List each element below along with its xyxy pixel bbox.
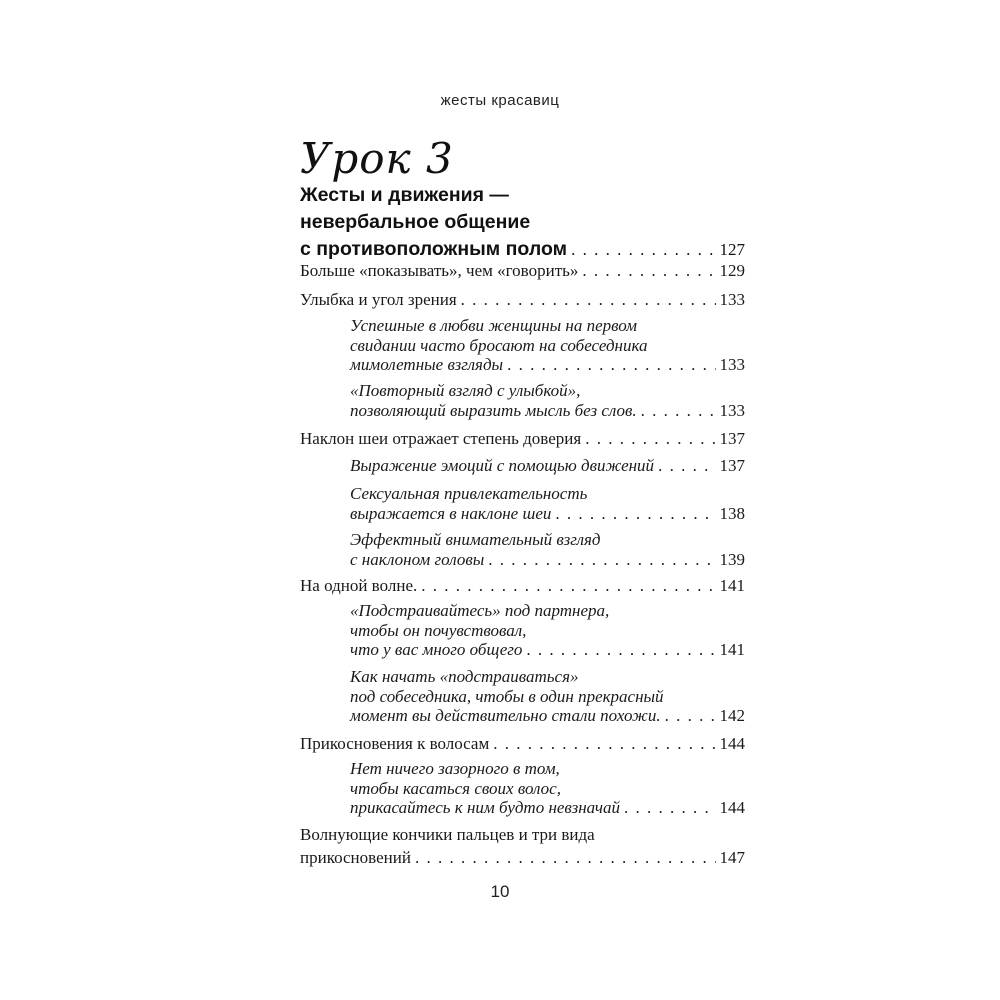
toc-entry-title: с наклоном головы [350, 549, 485, 569]
toc-entry [300, 823, 745, 869]
chapter-line-1: Жесты и движения — [300, 184, 509, 206]
toc-entry-title: выражается в наклоне шеи [350, 503, 552, 523]
toc-subentry [350, 316, 745, 375]
toc-subentry [350, 530, 745, 569]
dot-leader [415, 846, 716, 869]
toc-entry [300, 574, 745, 597]
chapter-line-2: невербальное общение [300, 211, 531, 233]
toc-page-number: 138 [719, 503, 745, 523]
dot-leader [585, 427, 715, 450]
toc-page-number: 133 [719, 400, 745, 420]
dot-leader [641, 401, 716, 421]
dot-leader [421, 574, 715, 597]
dot-leader [624, 798, 715, 818]
toc-entry-line: Волнующие кончики пальцев и три вида [300, 825, 595, 844]
toc-entry-line: чтобы он почувствовал, [350, 620, 527, 640]
toc-entry-line: «Повторный взгляд с улыбкой», [350, 381, 581, 400]
dot-leader [582, 259, 715, 282]
toc-entry-title: момент вы действительно стали похожи. [350, 706, 661, 725]
toc-subentry [350, 456, 745, 476]
toc-entry-title: Больше «показывать», чем «говорить» [300, 261, 579, 280]
toc-entry-line: чтобы касаться своих волос, [350, 778, 561, 798]
dot-leader [507, 355, 715, 375]
toc-page-number: 139 [719, 549, 745, 569]
toc-page-number: 144 [719, 734, 745, 753]
toc-entry-title: Прикосновения к волосам [300, 734, 490, 753]
toc-entry-line: «Подстраивайтесь» под партнера, [350, 601, 610, 620]
chapter-page-number: 127 [719, 240, 745, 259]
dot-leader [488, 550, 715, 570]
dot-leader [555, 504, 715, 524]
dot-leader [493, 732, 715, 755]
chapter-heading [300, 182, 745, 263]
toc-subentry [350, 667, 745, 726]
toc-entry [300, 259, 745, 282]
toc-page-number: 137 [719, 456, 745, 475]
toc-entry-title: Выражение эмоций с помощью движений [350, 456, 655, 475]
toc-entry [300, 427, 745, 450]
toc-entry-title: прикасайтесь к ним будто невзначай [350, 798, 621, 817]
toc-page-number: 141 [719, 576, 745, 595]
toc-entry-title: Улыбка и угол зрения [300, 290, 457, 309]
toc-entry-line: свидании часто бросают на собеседника [350, 335, 648, 355]
toc-page-number: 137 [719, 429, 745, 448]
toc-page-number: 133 [719, 355, 745, 374]
toc-entry-title: На одной волне. [300, 576, 418, 595]
toc-page-number: 147 [719, 848, 745, 867]
toc-entry-title: позволяющий выразить мысль без слов. [350, 400, 637, 420]
toc-entry-line: Эффектный внимательный взгляд [350, 530, 601, 549]
dot-leader [658, 456, 715, 476]
dot-leader [461, 288, 716, 311]
toc-page-number: 129 [719, 261, 745, 280]
dot-leader [665, 706, 716, 726]
toc-entry-line: под собеседника, чтобы в один прекрасный [350, 686, 664, 706]
toc-entry-title: Наклон шеи отражает степень доверия [300, 429, 582, 448]
toc-subentry [350, 381, 745, 420]
toc-page-number: 144 [719, 798, 745, 817]
toc-entry-title: мимолетные взгляды [350, 355, 504, 374]
toc-entry-line: Как начать «подстраиваться» [350, 667, 579, 686]
toc-entry [300, 288, 745, 311]
toc-subentry [350, 759, 745, 818]
toc-entry-line: Сексуальная привлекательность [350, 484, 588, 503]
toc-entry-line: Успешные в любви женщины на первом [350, 316, 637, 335]
toc-entry-line: Нет ничего зазорного в том, [350, 759, 560, 778]
toc-entry-title: прикосновений [300, 848, 411, 867]
toc-subentry [350, 601, 745, 660]
toc-entry-title: что у вас много общего [350, 640, 523, 659]
dot-leader [526, 640, 715, 660]
lesson-title: Урок 3 [300, 134, 454, 183]
running-head: жесты красавиц [440, 92, 560, 109]
page-number: 10 [490, 882, 510, 901]
toc-entry [300, 732, 745, 755]
chapter-line-3: с противоположным полом [300, 238, 568, 260]
toc-page-number: 133 [719, 290, 745, 309]
toc-page-number: 141 [719, 640, 745, 659]
toc-subentry [350, 484, 745, 523]
toc-page-number: 142 [719, 706, 745, 725]
